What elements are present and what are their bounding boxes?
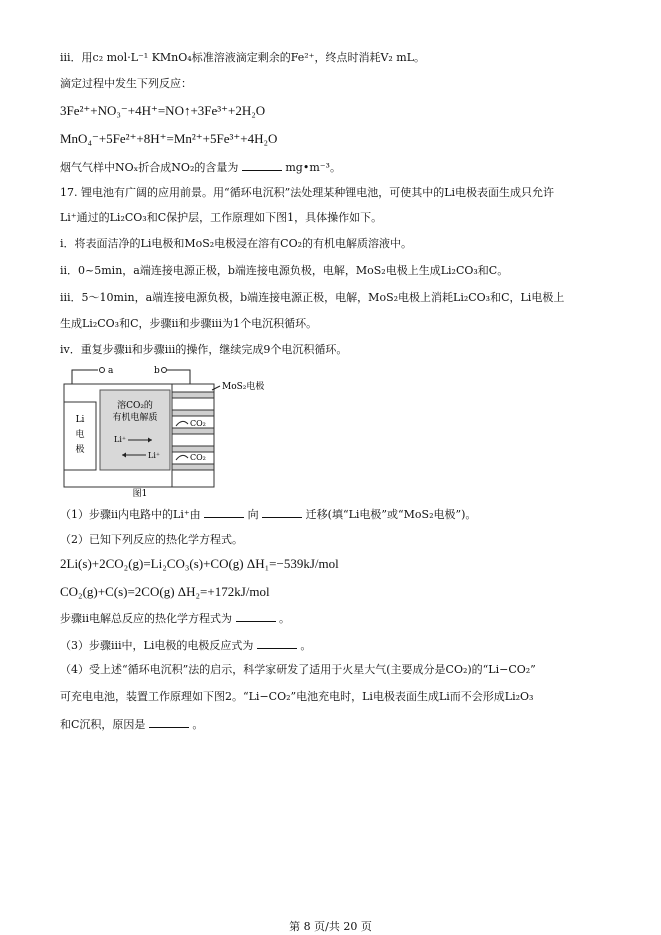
text-line: ⅳ．重复步骤ⅱ和步骤ⅲ的操作，继续完成9个电沉积循环。 bbox=[60, 343, 348, 356]
question-text: mg•m⁻³。 bbox=[285, 161, 341, 174]
solution-label: 溶CO₂的 bbox=[117, 401, 153, 411]
terminal-b-node bbox=[162, 368, 167, 373]
text-line: （2）已知下列反应的热化学方程式。 bbox=[60, 533, 243, 546]
question-text: （1）步骤ⅱ内电路中的Li⁺由 bbox=[60, 508, 201, 521]
text-line: Li⁺通过的Li₂CO₃和C保护层，工作原理如下图1，具体操作如下。 bbox=[60, 211, 383, 224]
text-line: （4）受上述“循环电沉积”法的启示，科学家研发了适用于火星大气(主要成分是CO₂)的“Li−CO₂” bbox=[60, 663, 536, 676]
text-line: 可充电电池，装置工作原理如下图2。“Li−CO₂”电池充电时，Li电极表面生成Li而不会形成Li₂O₃ bbox=[60, 690, 534, 703]
equation-line: 3Fe²⁺+NO₃⁻+4H⁺=NO↑+3Fe³⁺+2H₂O bbox=[60, 103, 266, 118]
text-line: ⅱ．0~5min，a端连接电源正极，b端连接电源负极，电解，MoS₂电极上生成Li₂CO₃和C。 bbox=[60, 264, 509, 277]
equation-line: 2Li(s)+2CO₂(g)=Li₂CO₃(s)+CO(g) ΔH₁=−539kJ/mol bbox=[60, 556, 339, 571]
figure-caption: 图1 bbox=[132, 489, 148, 497]
electrode-layer bbox=[172, 446, 214, 452]
question-line bbox=[60, 636, 311, 654]
wire-b bbox=[167, 370, 190, 384]
electrode-layer bbox=[172, 410, 214, 416]
question-text: 和C沉积，原因是 bbox=[60, 718, 146, 731]
question-text: 。 bbox=[192, 718, 204, 731]
question-line bbox=[60, 505, 476, 523]
answer-blank[interactable] bbox=[242, 158, 282, 171]
answer-blank[interactable] bbox=[262, 505, 302, 518]
question-line bbox=[60, 609, 290, 627]
question-text: 烟气气样中NOₓ折合成NO₂的含量为 bbox=[60, 161, 239, 174]
equation-line: MnO₄⁻+5Fe²⁺+8H⁺=Mn²⁺+5Fe³⁺+4H₂O bbox=[60, 131, 278, 146]
li-ion-label: Li⁺ bbox=[114, 435, 127, 444]
text-line: 生成Li₂CO₃和C，步骤ⅱ和步骤ⅲ为1个电沉积循环。 bbox=[60, 317, 318, 330]
question-text: 。 bbox=[300, 639, 312, 652]
answer-blank[interactable] bbox=[149, 715, 189, 728]
electrode-layer bbox=[172, 464, 214, 470]
li-electrode-label: 电 bbox=[75, 430, 85, 440]
question-line bbox=[60, 715, 203, 733]
electrode-layer bbox=[172, 428, 214, 434]
text-line: iii．用c₂ mol·L⁻¹ KMnO₄标准溶液滴定剩余的Fe²⁺，终点时消耗V₂ mL。 bbox=[60, 51, 426, 64]
text-line: 滴定过程中发生下列反应： bbox=[60, 77, 192, 90]
co2-label: CO₂ bbox=[190, 419, 206, 428]
terminal-b-label: b bbox=[154, 366, 160, 376]
co2-label: CO₂ bbox=[190, 453, 206, 462]
answer-blank[interactable] bbox=[236, 609, 276, 622]
question-text: （3）步骤ⅲ中，Li电极的电极反应式为 bbox=[60, 639, 254, 652]
question-text: 向 bbox=[247, 508, 259, 521]
solution-label: 有机电解质 bbox=[112, 413, 158, 423]
text-line: ⅲ．5～10min，a端连接电源负极，b端连接电源正极，电解，MoS₂电极上消耗Li₂CO₃和C，Li电极上 bbox=[60, 291, 565, 304]
question-text: 迁移(填“Li电极”或“MoS₂电极”)。 bbox=[305, 508, 477, 521]
text-line: ⅰ．将表面洁净的Li电极和MoS₂电极浸在溶有CO₂的有机电解质溶液中。 bbox=[60, 237, 413, 250]
terminal-a-label: a bbox=[108, 366, 114, 376]
answer-blank[interactable] bbox=[257, 636, 297, 649]
li-ion-label: Li⁺ bbox=[148, 451, 161, 460]
electrode-layer bbox=[172, 392, 214, 398]
question-line bbox=[60, 158, 341, 176]
li-electrode-label: 极 bbox=[75, 445, 85, 455]
question-text: 步骤ⅱ电解总反应的热化学方程式为 bbox=[60, 612, 233, 625]
electrolysis-diagram bbox=[62, 362, 292, 497]
terminal-a-node bbox=[100, 368, 105, 373]
mos2-electrode bbox=[172, 384, 214, 487]
answer-blank[interactable] bbox=[204, 505, 244, 518]
page-footer: 第 8 页/共 20 页 bbox=[289, 920, 372, 933]
li-electrode-label: Li bbox=[75, 415, 85, 425]
question-text: 。 bbox=[279, 612, 291, 625]
mos2-label: MoS₂电极 bbox=[222, 382, 265, 392]
equation-line: CO₂(g)+C(s)=2CO(g) ΔH₂=+172kJ/mol bbox=[60, 584, 270, 599]
text-line: 17. 锂电池有广阔的应用前景。用“循环电沉积”法处理某种锂电池，可使其中的Li电极表面生成只允许 bbox=[60, 186, 555, 199]
